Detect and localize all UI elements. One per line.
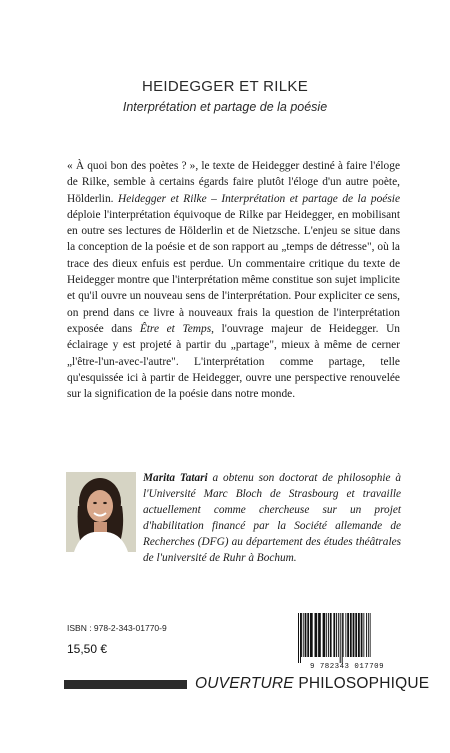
author-bio-text: a obtenu son doctorat de philosophie à l'Université Marc Bloch de Strasbourg et travaille actuellement comme chercheuse sur un projet d'habilitation financé par la Société allemande de Recherches (DFG) au département des études théâtrales de l'université de Ruhr à Bochum. xyxy=(143,472,401,565)
blurb-text-2: déploie l'interprétation équivoque de Rilke par Heidegger, en mobilisant en outre ses lectures de Hölderlin et de Nietzsche. L'enjeu se situe dans la conception de la poésie et de son rapport au „temps de détresse", où la trace des dieux enfuis est perdue. Un commentaire critique du texte de Heidegger montre que l'interprétation même constitue son sujet implicite et qu'il ouvre un nouveau sens de l'interprétation. Pour expliciter ce sens, on prend dans ce livre à nouveaux frais la question de l'interprétation exposée dans xyxy=(67,208,400,335)
author-bio xyxy=(143,470,401,567)
collection-word-1: OUVERTURE xyxy=(195,675,294,692)
blurb xyxy=(67,158,400,402)
blurb-book-title: Heidegger et Rilke – Interprétation et partage de la poésie xyxy=(118,192,400,205)
barcode-bars xyxy=(292,611,402,663)
collection-name xyxy=(195,675,429,693)
book-subtitle: Interprétation et partage de la poésie xyxy=(122,100,328,114)
barcode xyxy=(292,611,402,672)
collection-bar xyxy=(64,680,187,689)
blurb-text-1: « À quoi bon des poètes ? », le texte de Heidegger destiné à faire l'éloge de Rilke, semble à certains égards faire plutôt l'éloge d'un autre poète, Hölderlin. xyxy=(67,160,400,205)
barcode-digits: 9 782343 017709 xyxy=(309,663,385,671)
blurb-text-3: , l'ouvrage majeur de Heidegger. Un éclairage y est projeté à partir du „partage", mieux à même de cerner „l'être-l'un-avec-l'autre". L'interprétation comme partage, telle qu'esquissée ici à partir de Heidegger, ouvre une perspective renouvelée sur la signification de la poésie dans notre monde. xyxy=(67,322,400,401)
author-name: Marita Tatari xyxy=(143,472,208,484)
isbn: ISBN : 978-2-343-01770-9 xyxy=(67,623,167,633)
book-title: HEIDEGGER ET RILKE xyxy=(142,78,308,95)
author-photo xyxy=(66,472,136,552)
price: 15,50 € xyxy=(67,642,108,656)
blurb-work-title: Être et Temps xyxy=(139,322,212,335)
collection-word-2: PHILOSOPHIQUE xyxy=(293,675,430,692)
